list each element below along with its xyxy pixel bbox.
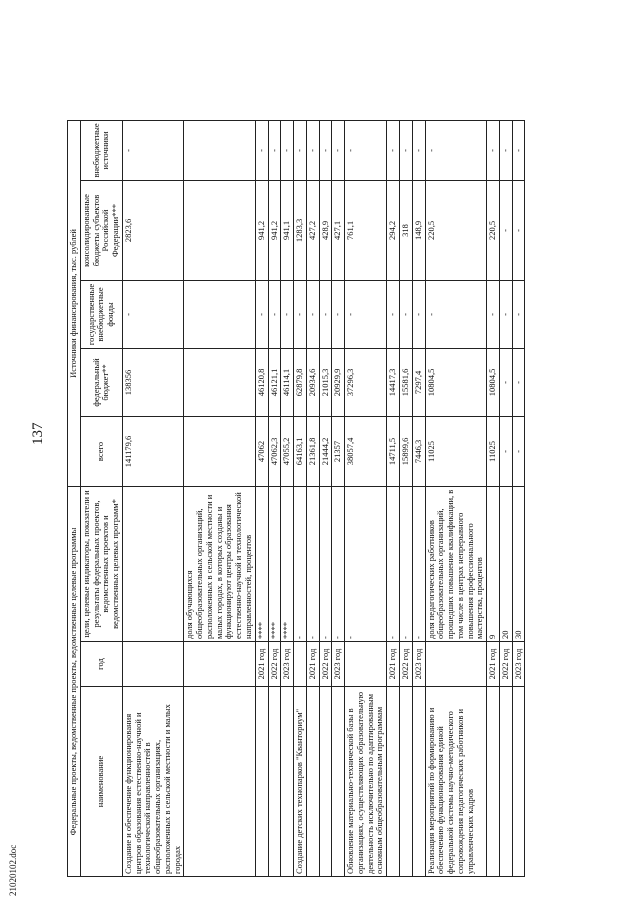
- cell-year: 2022 год: [499, 642, 512, 687]
- cell-federal: 15581,6: [399, 348, 412, 416]
- cell-total: [184, 416, 255, 486]
- cell-name: [487, 687, 500, 877]
- header-total: всего: [80, 416, 122, 486]
- cell-state: -: [332, 280, 345, 348]
- cell-federal: 46120,8: [255, 348, 268, 416]
- cell-name: Создание и обеспечение функционирования центров образования естественно-научной и технологической направленностей в общеобразовательных организациях, расположенных в сельской местности и малых городах: [122, 687, 184, 877]
- cell-federal: [184, 348, 255, 416]
- cell-total: 47062,3: [268, 416, 281, 486]
- cell-year: 2023 год: [281, 642, 294, 687]
- cell-other: -: [332, 120, 345, 180]
- cell-federal: 46121,1: [268, 348, 281, 416]
- cell-regional: -: [499, 180, 512, 280]
- cell-total: 21357: [332, 416, 345, 486]
- cell-state: -: [487, 280, 500, 348]
- cell-name: [499, 687, 512, 877]
- cell-other: -: [387, 120, 400, 180]
- cell-year: 2022 год: [399, 642, 412, 687]
- cell-other: -: [425, 120, 487, 180]
- cell-total: 47062: [255, 416, 268, 486]
- table-row: [306, 21, 319, 876]
- cell-federal: 14417,3: [387, 348, 400, 416]
- cell-other: [184, 120, 255, 180]
- cell-state: -: [268, 280, 281, 348]
- cell-name: [281, 687, 294, 877]
- cell-other: -: [512, 120, 525, 180]
- cell-total: 7446,3: [412, 416, 425, 486]
- cell-total: 38057,4: [345, 416, 387, 486]
- table-row: [425, 21, 487, 876]
- cell-name: [268, 687, 281, 877]
- cell-other: -: [294, 120, 307, 180]
- cell-federal: 10804,5: [425, 348, 487, 416]
- cell-state: -: [319, 280, 332, 348]
- cell-name: [332, 687, 345, 877]
- cell-regional: 220,5: [487, 180, 500, 280]
- cell-federal: 21015,3: [319, 348, 332, 416]
- cell-regional: 941,1: [281, 180, 294, 280]
- table-row: [399, 21, 412, 876]
- cell-name: [412, 687, 425, 877]
- cell-state: -: [387, 280, 400, 348]
- cell-year: [425, 642, 487, 687]
- cell-year: [184, 642, 255, 687]
- cell-year: [122, 642, 184, 687]
- cell-regional: 318: [399, 180, 412, 280]
- cell-total: 64163,1: [294, 416, 307, 486]
- cell-other: -: [412, 120, 425, 180]
- cell-federal: 138356: [122, 348, 184, 416]
- cell-federal: -: [512, 348, 525, 416]
- cell-name: Создание детских технопарков "Кванториум": [294, 687, 307, 877]
- cell-name: [387, 687, 400, 877]
- cell-year: 2021 год: [306, 642, 319, 687]
- cell-state: -: [345, 280, 387, 348]
- cell-name: [184, 687, 255, 877]
- cell-state: -: [294, 280, 307, 348]
- cell-state: -: [255, 280, 268, 348]
- table-row: [122, 21, 184, 876]
- cell-other: -: [268, 120, 281, 180]
- table-row: [487, 21, 500, 876]
- cell-name: Обновление материально-технической базы в организациях, осуществляющих образовательную деятельность исключительно по адаптированным основным общеобразовательным программам: [345, 687, 387, 877]
- cell-indicator: ****: [268, 486, 281, 641]
- cell-total: 21361,8: [306, 416, 319, 486]
- table-body: [122, 21, 525, 876]
- cell-indicator: 20: [499, 486, 512, 641]
- table-row: [387, 21, 400, 876]
- cell-state: -: [512, 280, 525, 348]
- cell-federal: 37296,3: [345, 348, 387, 416]
- cell-indicator: -: [387, 486, 400, 641]
- header-year: год: [80, 642, 122, 687]
- cell-regional: -: [512, 180, 525, 280]
- cell-indicator: -: [412, 486, 425, 641]
- cell-regional: 1283,3: [294, 180, 307, 280]
- cell-name: [319, 687, 332, 877]
- cell-state: -: [499, 280, 512, 348]
- cell-total: 11025: [425, 416, 487, 486]
- table-row: [332, 21, 345, 876]
- budget-table-sheet: [67, 22, 612, 877]
- header-state-funds: государственные внебюджетные фонды: [80, 280, 122, 348]
- table-row: [255, 21, 268, 876]
- cell-federal: 46114,1: [281, 348, 294, 416]
- table-row: [345, 21, 387, 876]
- cell-year: 2023 год: [412, 642, 425, 687]
- header-sources: Источники финансирования, тыс. рублей: [68, 120, 81, 486]
- cell-total: 21444,2: [319, 416, 332, 486]
- cell-indicator: доля педагогических работников общеобразовательных организаций, прошедших повышение квалификации, в том числе в центрах непрерывного повышения профессионального мастерства, процентов: [425, 486, 487, 641]
- cell-year: 2023 год: [332, 642, 345, 687]
- header-goals: цели, целевые индикаторы, показатели и результаты федеральных проектов, ведомственных проектов и ведомственных целевых программ*: [80, 486, 122, 641]
- cell-indicator: ****: [281, 486, 294, 641]
- cell-total: 141179,6: [122, 416, 184, 486]
- cell-federal: 20934,6: [306, 348, 319, 416]
- header-projects-group: Федеральные проекты, ведомственные проекты, ведомственные целевые программы: [68, 486, 81, 876]
- cell-year: 2022 год: [319, 642, 332, 687]
- cell-other: -: [255, 120, 268, 180]
- cell-total: 47055,2: [281, 416, 294, 486]
- cell-indicator: -: [294, 486, 307, 641]
- cell-total: 15899,6: [399, 416, 412, 486]
- cell-federal: 7297,4: [412, 348, 425, 416]
- cell-year: [345, 642, 387, 687]
- cell-regional: 294,2: [387, 180, 400, 280]
- cell-indicator: [122, 486, 184, 641]
- table-row: [184, 21, 255, 876]
- table-row: [268, 21, 281, 876]
- cell-other: -: [499, 120, 512, 180]
- cell-state: [184, 280, 255, 348]
- table-row: [281, 21, 294, 876]
- cell-indicator: -: [332, 486, 345, 641]
- cell-other: -: [345, 120, 387, 180]
- cell-year: 2021 год: [255, 642, 268, 687]
- cell-regional: 148,9: [412, 180, 425, 280]
- cell-total: 14711,5: [387, 416, 400, 486]
- cell-other: -: [319, 120, 332, 180]
- table-row: [294, 21, 307, 876]
- cell-indicator: 9: [487, 486, 500, 641]
- header-name: наименование: [80, 687, 122, 877]
- cell-indicator: доля обучающихся общеобразовательных организаций, расположенных в сельской местности и малых городах, в которых созданы и функционируют центры образования естественно-научной и технологической направленностей, процентов: [184, 486, 255, 641]
- header-regional: консолидированные бюджеты субъектов Российской Федерации***: [80, 180, 122, 280]
- cell-name: Реализация мероприятий по формированию и обеспечению функционирования единой федеральной системы научно-методического сопровождения педагогических работников и управленческих кадров: [425, 687, 487, 877]
- cell-year: 2021 год: [487, 642, 500, 687]
- cell-name: [512, 687, 525, 877]
- cell-indicator: -: [306, 486, 319, 641]
- cell-state: -: [425, 280, 487, 348]
- document-id: 21020102.doc: [8, 844, 18, 896]
- header-federal: федеральный бюджет**: [80, 348, 122, 416]
- cell-year: 2021 год: [387, 642, 400, 687]
- cell-other: -: [122, 120, 184, 180]
- cell-indicator: ****: [255, 486, 268, 641]
- cell-state: -: [281, 280, 294, 348]
- cell-regional: 2823,6: [122, 180, 184, 280]
- cell-total: -: [512, 416, 525, 486]
- cell-total: -: [499, 416, 512, 486]
- table-row: [512, 21, 525, 876]
- cell-other: -: [306, 120, 319, 180]
- table-row: [319, 21, 332, 876]
- cell-state: -: [399, 280, 412, 348]
- table-row: [412, 21, 425, 876]
- cell-state: -: [306, 280, 319, 348]
- budget-table: [67, 21, 525, 877]
- cell-other: -: [281, 120, 294, 180]
- cell-indicator: 30: [512, 486, 525, 641]
- cell-year: [294, 642, 307, 687]
- cell-year: 2023 год: [512, 642, 525, 687]
- cell-other: -: [399, 120, 412, 180]
- cell-federal: 62879,8: [294, 348, 307, 416]
- table-row: [499, 21, 512, 876]
- cell-regional: 761,1: [345, 180, 387, 280]
- header-offbudget: внебюджетные источники: [80, 120, 122, 180]
- cell-year: 2022 год: [268, 642, 281, 687]
- cell-regional: 427,1: [332, 180, 345, 280]
- cell-other: -: [487, 120, 500, 180]
- cell-indicator: -: [399, 486, 412, 641]
- cell-state: -: [412, 280, 425, 348]
- page-number: 137: [30, 422, 46, 445]
- cell-regional: 941,2: [268, 180, 281, 280]
- cell-state: -: [122, 280, 184, 348]
- cell-name: [255, 687, 268, 877]
- cell-regional: 428,9: [319, 180, 332, 280]
- cell-name: [306, 687, 319, 877]
- cell-regional: 941,2: [255, 180, 268, 280]
- cell-regional: 220,5: [425, 180, 487, 280]
- cell-federal: 20929,9: [332, 348, 345, 416]
- cell-total: 11025: [487, 416, 500, 486]
- cell-regional: 427,2: [306, 180, 319, 280]
- cell-name: [399, 687, 412, 877]
- cell-federal: -: [499, 348, 512, 416]
- cell-indicator: -: [319, 486, 332, 641]
- cell-regional: [184, 180, 255, 280]
- cell-indicator: -: [345, 486, 387, 641]
- cell-federal: 10804,5: [487, 348, 500, 416]
